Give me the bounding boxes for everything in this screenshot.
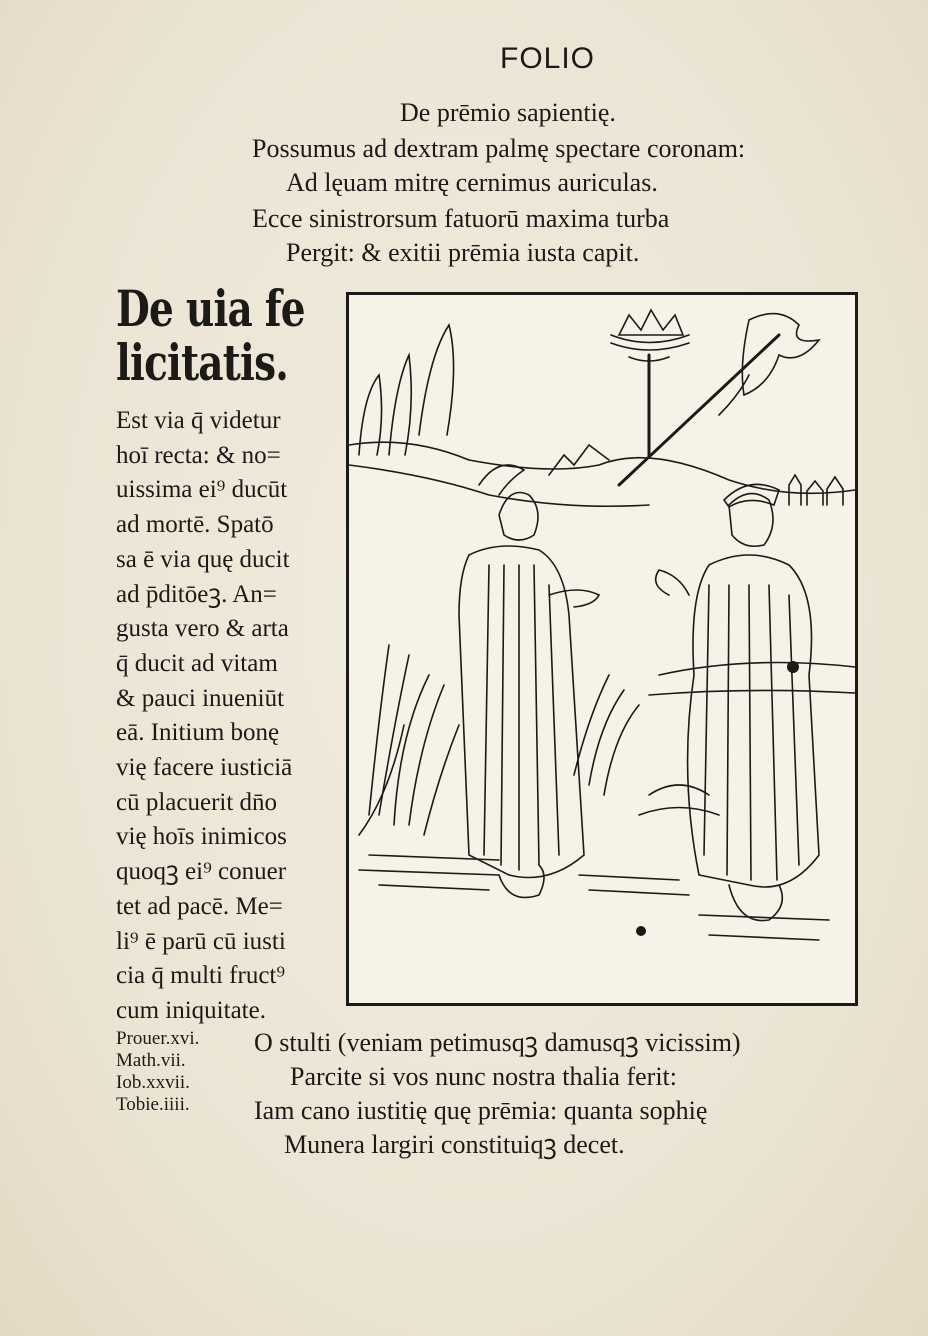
closing-verse: [254, 1026, 854, 1162]
scholar-robe: [459, 546, 584, 878]
body-line: cū placuerit dn̄o: [116, 788, 278, 816]
verse-title: De prēmio sapientię.: [400, 98, 616, 127]
verse-line-3: Ecce sinistrorsum fatuorū maxima turba: [252, 204, 670, 233]
body-line: Est via q̄ videtur: [116, 407, 281, 434]
body-line: gusta vero & arta: [116, 615, 289, 643]
staff-icon: [619, 335, 779, 485]
tree-icon: [419, 325, 454, 435]
closing-line: Munera largiri constituiqꝫ decet.: [284, 1130, 625, 1159]
fools-cap-icon: [742, 314, 819, 395]
body-line: vię hoīs inimicos: [116, 823, 287, 851]
fool-hat: [724, 484, 779, 507]
closing-line: Parcite si vos nunc nostra thalia ferit:: [290, 1062, 678, 1091]
closing-line: O stulti (veniam petimusqꝫ damusqꝫ vicissim): [254, 1028, 741, 1057]
river-bank: [659, 663, 855, 676]
margin-note: Math.vii.: [116, 1050, 186, 1071]
chapter-heading-line-1: De uia fe: [116, 279, 305, 338]
body-line: cia q̄ multi fruct⁹: [116, 962, 286, 990]
scholar-cap: [479, 465, 524, 495]
body-line: q̄ ducit ad vitam: [116, 649, 278, 677]
body-line: uissima ei⁹ ducūt: [116, 476, 288, 504]
ground-hatching: [359, 855, 829, 940]
body-line: sa ē via quę ducit: [116, 545, 290, 573]
margin-note: Prouer.xvi.: [116, 1028, 200, 1049]
margin-note: Tobie.iiii.: [116, 1094, 190, 1115]
verse-line-2: Ad lęuam mitrę cernimus auriculas.: [286, 168, 658, 197]
body-line: & pauci inueniūt: [116, 684, 285, 712]
body-line: ad mortē. Spatō: [116, 511, 274, 539]
closing-line: Iam cano iustitię quę prēmia: quanta sophię: [254, 1096, 708, 1125]
body-line: tet ad pacē. Me=: [116, 892, 283, 920]
margin-note: Iob.xxvii.: [116, 1072, 190, 1093]
verse-line-4: Pergit: & exitii prēmia iusta capit.: [286, 238, 640, 267]
fool-robe: [688, 555, 819, 887]
woodcut-drawing: [349, 295, 855, 1003]
ink-dot: [787, 661, 799, 673]
crown-icon: [619, 310, 683, 335]
body-line: vię facere iusticiā: [116, 754, 293, 782]
body-line: eā. Initium bonę: [116, 719, 280, 747]
chapter-heading: [116, 279, 305, 392]
woodcut-illustration: [346, 292, 858, 1006]
folio-header: FOLIO: [500, 42, 596, 75]
ink-dot: [636, 926, 646, 936]
body-line: ad p̄ditōeꝫ. An=: [116, 580, 277, 608]
fool-head: [729, 494, 773, 547]
body-line: quoqꝫ ei⁹ conuer: [116, 858, 287, 886]
chapter-heading-line-2: licitatis.: [116, 333, 289, 392]
scholar-hand: [549, 590, 599, 607]
body-line: li⁹ ē parū cū iusti: [116, 927, 286, 955]
margin-references: [116, 1028, 246, 1116]
verse-line-1: Possumus ad dextram palmę spectare coronam:: [252, 134, 746, 163]
body-line: hoī recta: & no=: [116, 441, 281, 469]
fool-hand: [656, 570, 689, 595]
body-line: cum iniquitate.: [116, 996, 266, 1024]
chapter-body: [116, 404, 348, 1029]
town-icon: [789, 475, 843, 505]
hill-line: [349, 442, 855, 493]
